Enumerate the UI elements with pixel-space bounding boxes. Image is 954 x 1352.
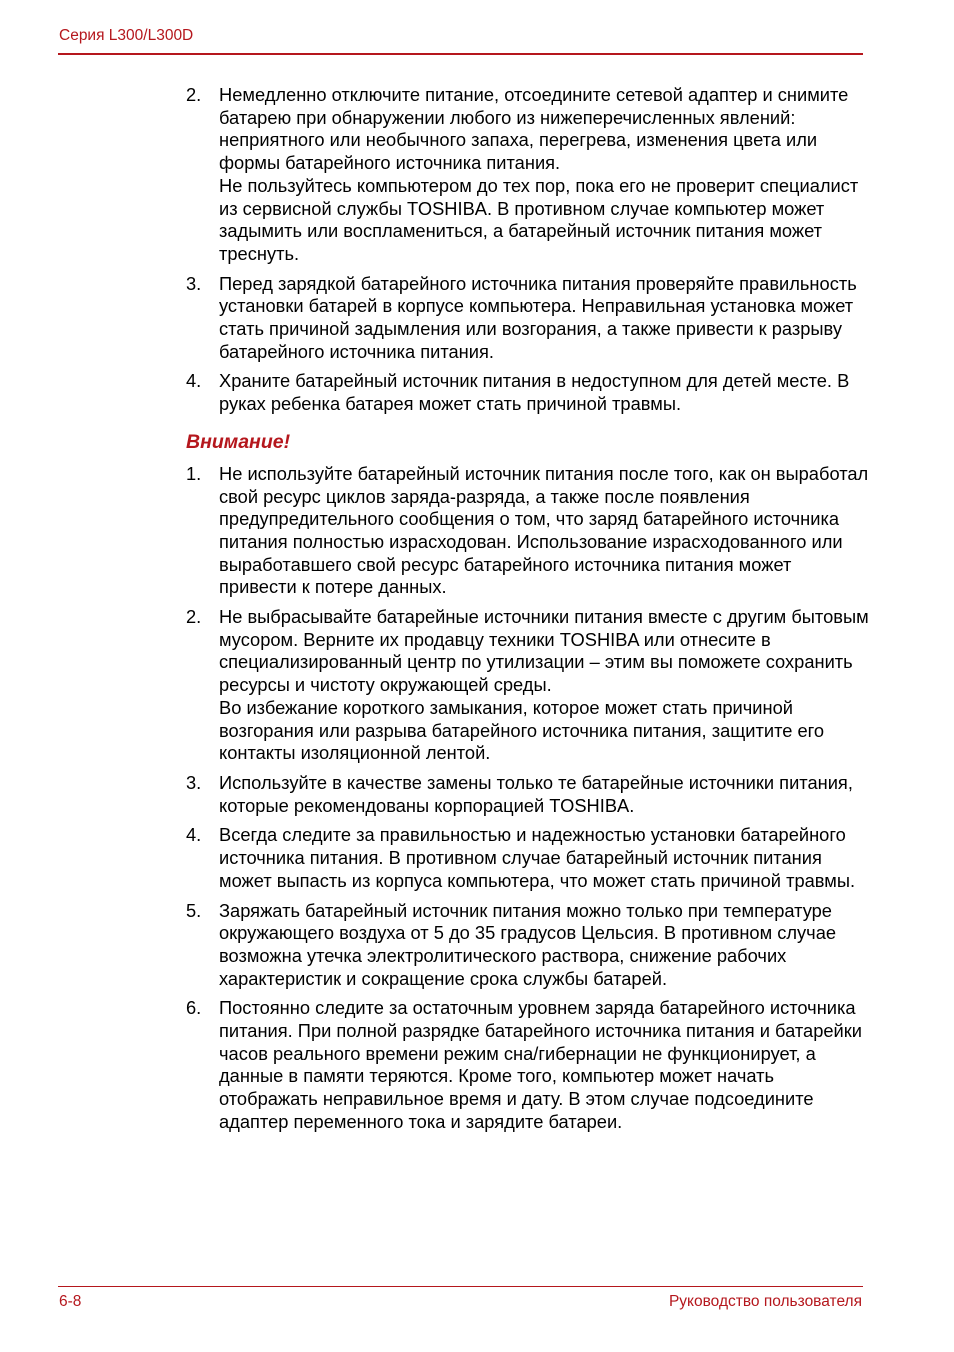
warning-list	[184, 463, 874, 1134]
list-item-number: 4.	[186, 370, 202, 392]
list-item-paragraph: Во избежание короткого замыкания, которое может стать причиной возгорания или разрыва батарейного источника питания, защитите его контакты изоляционной лентой.	[219, 696, 825, 764]
list-item-number: 3.	[186, 771, 202, 793]
footer-title: Руководство пользователя	[668, 1293, 862, 1310]
list-item	[184, 824, 874, 892]
list-item-number: 1.	[186, 462, 202, 484]
list-item-number: 2.	[186, 606, 202, 628]
list-item-number: 3.	[186, 272, 202, 294]
list-item-number: 5.	[186, 899, 202, 921]
footer-divider	[58, 1286, 863, 1287]
safety-list-top	[184, 84, 874, 416]
list-item	[184, 606, 874, 765]
list-item-paragraph: Используйте в качестве замены только те батарейные источники питания, которые рекомендованы корпорацией TOSHIBA.	[219, 771, 853, 816]
header-divider	[58, 53, 863, 55]
list-item	[184, 273, 874, 364]
warning-heading: Внимание!	[186, 430, 291, 453]
list-item	[184, 463, 874, 599]
list-item-paragraph: Не пользуйтесь компьютером до тех пор, пока его не проверит специалист из сервисной службы TOSHIBA. В противном случае компьютер может задымить или воспламениться, а батарейный источник питания может треснуть.	[219, 174, 859, 264]
page-content	[184, 84, 874, 1141]
running-header: Серия L300/L300D	[59, 27, 194, 44]
page-number: 6-8	[59, 1293, 82, 1310]
list-item-paragraph: Храните батарейный источник питания в недоступном для детей месте. В руках ребенка батарея может стать причиной травмы.	[219, 370, 850, 415]
list-item	[184, 84, 874, 266]
list-item-paragraph: Не выбрасывайте батарейные источники питания вместе с другим бытовым мусором. Верните их продавцу техники TOSHIBA или отнесите в специализированный центр по утилизации – этим вы поможете сохранить ресурсы и чистоту окружающей среды.	[219, 606, 869, 696]
list-item-number: 4.	[186, 824, 202, 846]
list-item	[184, 772, 874, 817]
list-item-number: 2.	[186, 84, 202, 105]
list-item	[184, 997, 874, 1133]
list-item	[184, 370, 874, 415]
list-item	[184, 900, 874, 991]
list-item-paragraph: Всегда следите за правильностью и надежностью установки батарейного источника питания. В противном случае батарейный источник питания может выпасть из корпуса компьютера, что может стать причиной травмы.	[219, 824, 856, 891]
list-item-paragraph: Заряжать батарейный источник питания можно только при температуре окружающего воздуха от 5 до 35 градусов Цельсия. В противном случае возможна утечка электролитического раствора, снижение рабочих характеристик и сокращение срока службы батарей.	[219, 899, 837, 989]
list-item-paragraph: Не используйте батарейный источник питания после того, как он выработал свой ресурс циклов заряда-разряда, а также после появления предупредительного сообщения о том, что заряд батарейного источника питания полностью израсходован. Использование израсходованного или выработавшего свой ресурс батарейного источника питания может привести к потере данных.	[219, 462, 869, 598]
list-item-paragraph: Постоянно следите за остаточным уровнем заряда батарейного источника питания. При полной разрядке батарейного источника питания и батарейки часов реального времени режим сна/гибернации не функционирует, а данные в памяти теряются. Кроме того, компьютер может начать отображать неправильное время и дату. В этом случае подсоедините адаптер переменного тока и зарядите батареи.	[219, 997, 862, 1132]
list-item-paragraph: Немедленно отключите питание, отсоедините сетевой адаптер и снимите батарею при обнаружении любого из нижеперечисленных явлений: неприятного или необычного запаха, перегрева, изменения цвета или формы батарейного источника питания.	[219, 84, 849, 174]
list-item-number: 6.	[186, 997, 202, 1019]
list-item-paragraph: Перед зарядкой батарейного источника питания проверяйте правильность установки батарей в корпусе компьютера. Неправильная установка может стать причиной задымления или возгорания, а также привести к разрыву батарейного источника питания.	[219, 272, 857, 362]
